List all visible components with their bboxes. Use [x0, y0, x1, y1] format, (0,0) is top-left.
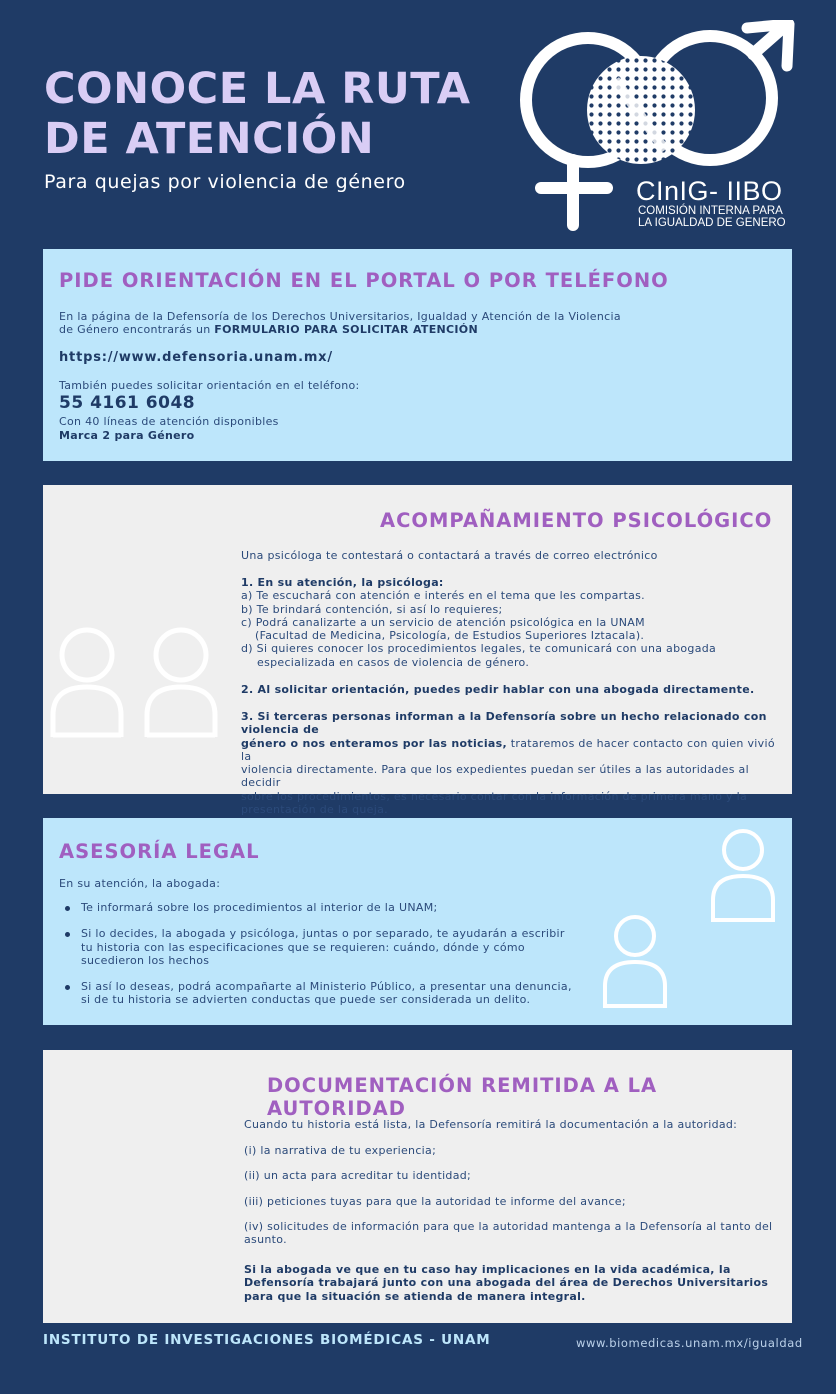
documents-list	[244, 1144, 774, 1258]
list-item: Si así lo deseas, podrá acompañarte al Ministerio Público, a presentar una denuncia, si de tu historia se advierten conductas que puede ser considerada un delito.	[59, 980, 579, 1007]
section-title: PIDE ORIENTACIÓN EN EL PORTAL O POR TELÉFONO	[59, 269, 669, 292]
documentation-section	[43, 1050, 792, 1323]
list-item: Si lo decides, la abogada y psicóloga, juntas o por separado, te ayudarán a escribir tu historia con las especificaciones que se requieren: cuándo, dónde y cómo sucedieron los hechos	[59, 927, 579, 967]
orientation-section	[43, 249, 792, 461]
section-intro: En su atención, la abogada:	[59, 877, 221, 890]
point-item: a) Te escuchará con atención e interés en el tema que les compartas.	[241, 589, 645, 603]
section-title: ASESORÍA LEGAL	[59, 840, 260, 863]
point-3-line: presentación de la queja.	[241, 803, 388, 817]
logo-subtitle: COMISIÓN INTERNA PARA LA IGUALDAD DE GENERO	[638, 205, 786, 229]
point-3-line: sobre los procedimientos, es necesario contar con la información de primera mano y la	[241, 789, 748, 803]
mark-option: Marca 2 para Género	[59, 429, 195, 442]
point-item: b) Te brindará contención, si así lo requieres;	[241, 602, 503, 616]
intro-text: de Género encontrarás un	[59, 323, 215, 337]
point-3-bold: género o nos enteramos por las noticias,	[241, 736, 507, 750]
form-label: FORMULARIO PARA SOLICITAR ATENCIÓN	[214, 323, 478, 337]
institute-name: INSTITUTO DE INVESTIGACIONES BIOMÉDICAS - UNAM	[43, 1332, 491, 1348]
list-item: (i) la narrativa de tu experiencia;	[244, 1144, 437, 1157]
point-2: 2. Al solicitar orientación, puedes pedir hablar con una abogada directamente.	[241, 683, 755, 696]
list-item: (iv) solicitudes de información para que la autoridad mantenga a la Defensoría al tanto del asunto.	[244, 1219, 773, 1247]
section-intro	[59, 310, 779, 337]
phone-intro: También puedes solicitar orientación en el teléfono:	[59, 379, 360, 392]
point-3	[241, 710, 786, 816]
phone-number[interactable]: 55 4161 6048	[59, 393, 196, 413]
point-heading: 1. En su atención, la psicóloga:	[241, 576, 444, 589]
point-3-text: trataremos de hacer contacto con quien vivió la	[241, 736, 775, 763]
section-intro: Cuando tu historia está lista, la Defensoría remitirá la documentación a la autoridad:	[244, 1118, 738, 1131]
website-link[interactable]: www.biomedicas.unam.mx/igualdad	[576, 1336, 803, 1350]
psychological-support-section	[43, 485, 792, 817]
person-icon	[709, 828, 777, 924]
list-item: (ii) un acta para acreditar tu identidad;	[244, 1169, 472, 1183]
section-title: DOCUMENTACIÓN REMITIDA A LA AUTORIDAD	[267, 1074, 658, 1120]
logo-title: CInIG- IIBO	[636, 176, 783, 206]
intro-line-2	[59, 323, 779, 336]
person-icon	[601, 914, 669, 1010]
defensoria-link[interactable]: https://www.defensoria.unam.mx/	[59, 350, 333, 365]
person-icon	[49, 627, 125, 739]
psychologist-points	[241, 576, 781, 669]
point-3-line: 3. Si terceras personas informan a la Defensoría sobre un hecho relacionado con violencia de	[241, 710, 767, 737]
title-line-1: CONOCE LA RUTA	[44, 64, 471, 114]
person-icon	[143, 627, 219, 739]
title-line-2: DE ATENCIÓN	[44, 114, 375, 164]
page-subtitle: Para quejas por violencia de género	[44, 171, 406, 193]
point-item: especializada en casos de violencia de género.	[257, 655, 530, 669]
point-item: d) Si quieres conocer los procedimientos legales, te comunicará con una abogada	[241, 642, 717, 656]
legal-bullets	[59, 901, 579, 1020]
list-item: (iii) peticiones tuyas para que la autoridad te informe del avance;	[244, 1194, 626, 1208]
point-3-line: violencia directamente. Para que los expedientes puedan ser útiles a las autoridades al decidir	[241, 763, 749, 790]
page-title	[44, 64, 504, 164]
list-item: Te informará sobre los procedimientos al interior de la UNAM;	[59, 901, 579, 914]
point-item: c) Podrá canalizarte a un servicio de atención psicológica en la UNAM	[241, 615, 645, 629]
section-title: ACOMPAÑAMIENTO PSICOLÓGICO	[380, 509, 773, 532]
lines-info: Con 40 líneas de atención disponibles	[59, 415, 279, 428]
point-item: (Facultad de Medicina, Psicología, de Estudios Superiores Iztacala).	[255, 629, 645, 643]
closing-note: Si la abogada ve que en tu caso hay implicaciones en la vida académica, la Defensoría trabajará junto con una abogada del área de Derechos Universitarios para que la situación se atienda de manera integral.	[244, 1263, 769, 1303]
point-3-line	[241, 737, 786, 764]
legal-advice-section	[43, 818, 792, 1025]
intro-line-1: En la página de la Defensoría de los Derechos Universitarios, Igualdad y Atención de la Violencia	[59, 310, 621, 323]
section-intro: Una psicóloga te contestará o contactará a través de correo electrónico	[241, 549, 658, 562]
